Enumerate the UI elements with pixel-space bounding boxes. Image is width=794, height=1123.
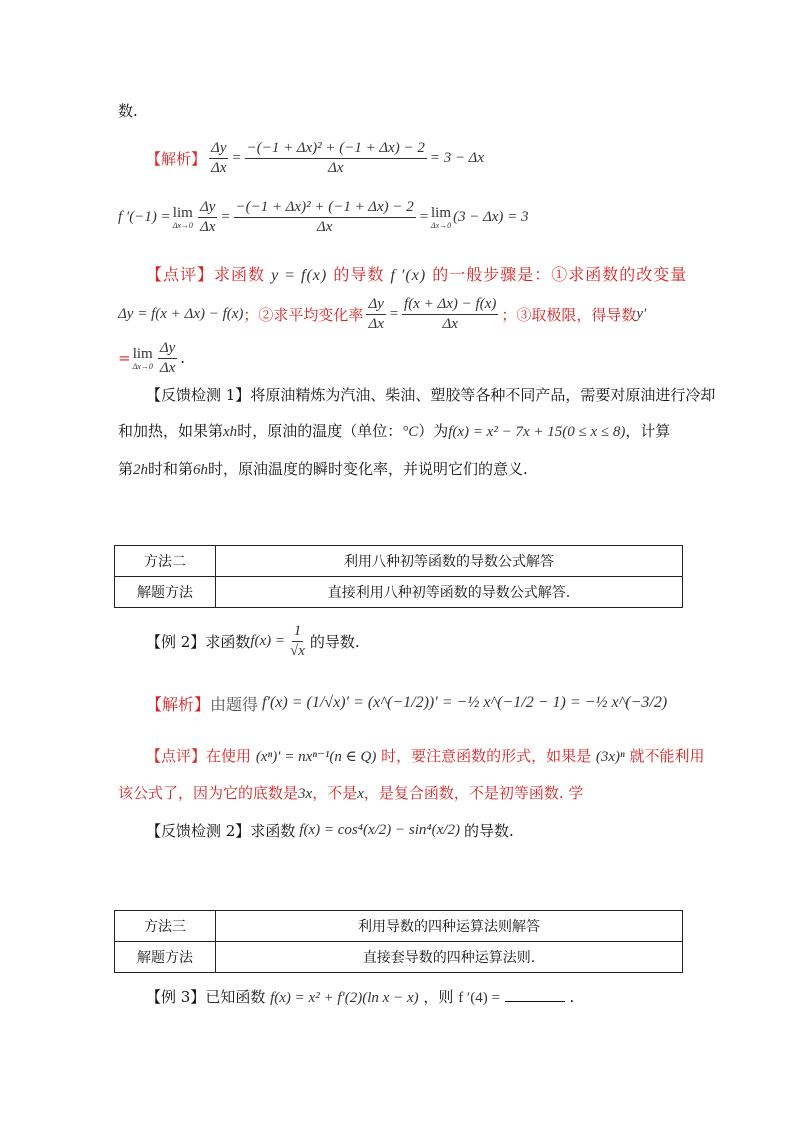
analysis1-result: = 3 − Δx: [429, 149, 485, 166]
feedback2: 【反馈检测 2】 求函数 f(x) = cos⁴(x/2) − sin⁴(x/2) 的导数.: [146, 821, 514, 840]
method2-table: [114, 545, 683, 608]
analysis1-ratio: $\frac{\Delta y}{\Delta x}$: [211, 140, 227, 176]
method3-title: 利用导数的四种运算法则解答: [216, 911, 683, 942]
method2-title: 利用八种初等函数的导数公式解答: [216, 546, 683, 577]
comment1-line2: Δy = f(x + Δx) − f(x) ；②求平均变化率 $\frac{\Delta y}{\Delta x}$ = $\frac{f(x + \Delta x) - f(x)}{\Delta x}$ ；③取极限，得导数 y′: [118, 296, 647, 332]
example3: 【例 3】已知函数 f(x) = x² + f′(2)(ln x − x) ，则 f ′(4) = .: [146, 988, 575, 1006]
method3-approach-label: 解题方法: [115, 942, 216, 973]
analysis1-label: 【解析】: [146, 149, 207, 168]
comment2-line1: 【点评】在使用 (xⁿ)′ = nxⁿ⁻¹(n ∈ Q) 时，要注意函数的形式，如果是 (3x)ⁿ 就不能利用: [146, 747, 705, 765]
feedback1-line1: 【反馈检测 1】将原油精炼为汽油、柴油、塑胶等各种不同产品，需要对原油进行冷却: [146, 386, 716, 404]
method2-approach: 直接利用八种初等函数的导数公式解答.: [216, 577, 683, 608]
method3-name: 方法三: [115, 911, 216, 942]
comment1-line3: = lim Δx→0 $\frac{\Delta y}{\Delta x}$ .: [118, 340, 186, 376]
method3-approach: 直接套导数的四种运算法则.: [216, 942, 683, 973]
method3-table: [114, 910, 683, 973]
feedback1-line2: 和加热，如果第xh时，原油的温度（单位：°C）为f(x) = x² − 7x + 15(0 ≤ x ≤ 8)，计算: [118, 422, 671, 440]
analysis2: 【解析】 由题得 f′(x) = (1/√x)′ = (x^(−1/2))′ = −½ x^(−1/2 − 1) = −½ x^(−3/2): [146, 694, 668, 714]
limit-symbol: lim Δx→0: [172, 204, 193, 230]
answer-blank[interactable]: [505, 987, 565, 1002]
comment2-line2: 该公式了，因为它的底数是3x，不是x，是复合函数，不是初等函数. 学: [118, 784, 584, 802]
feedback1-line3: 第2h时和第6h时，原油温度的瞬时变化率，并说明它们的意义.: [118, 460, 528, 478]
example2: 【例 2】 求函数 f(x) = $\frac{1}{√x}$ 的导数.: [146, 623, 360, 659]
analysis1-line2: f ′(−1) = lim Δx→0 $\frac{\Delta y}{\Delta x}$ = $\frac{\text{−(−1 + Δx)² + (−1 + Δx) − 2}}{\Delta x}$ = lim Δx→0 (3 − Δx) = 3: [118, 199, 529, 235]
method2-approach-label: 解题方法: [115, 577, 216, 608]
intro-fragment: 数.: [118, 102, 138, 120]
analysis1-fraction2: $\frac{\text{−(−1 + Δx)² + (−1 + Δx) − 2}}{\Delta x}$: [235, 199, 414, 235]
comment1-line1: 【点评】求函数 y = f(x) 的导数 f ′(x) 的一般步骤是：①求函数的改变量: [146, 265, 688, 284]
analysis1-line1: 【解析】 $\frac{\Delta y}{\Delta x}$ = $\frac{\text{−(−1 + Δx)² + (−1 + Δx) − 2}}{\Delta x}$ = 3 − Δx: [146, 140, 485, 176]
method2-name: 方法二: [115, 546, 216, 577]
analysis1-fraction: $\frac{\text{−(−1 + Δx)² + (−1 + Δx) − 2}}{\Delta x}$: [246, 140, 425, 176]
